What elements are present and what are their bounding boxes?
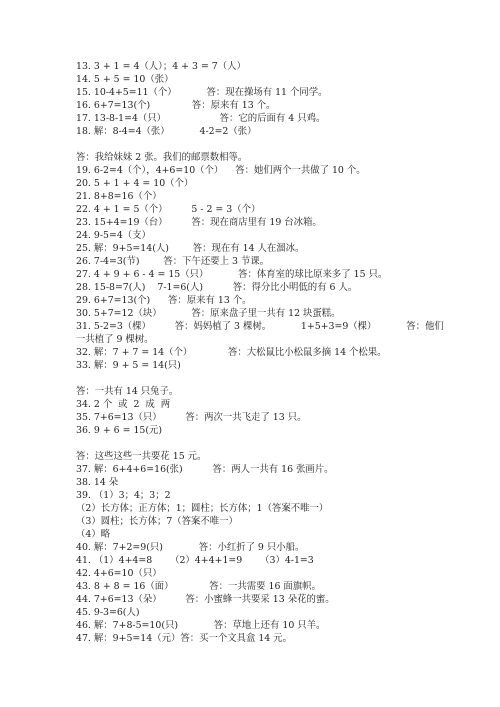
answer-line: 32. 解：7 + 7 = 14（个） 答：大松鼠比小松鼠多摘 14 个松果。 (76, 347, 387, 358)
answer-line: 19. 6-2=4（个），4+6=10（个） 答：她们两个一共做了 10 个。 (76, 165, 366, 176)
answer-line: 47. 解：9+5=14（元）答：买一个文具盒 14 元。 (76, 633, 292, 644)
answer-line: 31. 5-2=3（棵） 答：妈妈植了 3 棵树。 1+5+3=9（棵） 答：他们 (76, 321, 444, 332)
answer-line: 38. 14 朵 (76, 477, 119, 488)
answer-line: 25. 解：9+5=14(人) 答：现在有 14 人在溜冰。 (76, 243, 305, 254)
answer-line: 27. 4 + 9 + 6 - 4 = 15（只） 答：体育室的球比原来多了 15 只。 (76, 269, 388, 280)
answer-line: 29. 6+7=13(个) 答：原来有 13 个。 (76, 295, 252, 306)
answer-line: 37. 解：6+4+6=16(张) 答：两人一共有 16 张画片。 (76, 464, 334, 475)
answer-line: 46. 解：7+8-5=10(只) 答：草地上还有 10 只羊。 (76, 620, 326, 631)
answer-line: 14. 5 + 5 = 10（张） (76, 74, 174, 85)
answer-line: 40. 解：7+2=9(只) 答：小红折了 9 只小船。 (76, 542, 305, 553)
answer-line: 15. 10-4+5=11（个） 答：现在操场有 11 个同学。 (76, 87, 328, 98)
answer-line: 30. 5+7=12（块） 答：原来盘子里一共有 12 块蛋糕。 (76, 308, 341, 319)
answer-line: 36. 9 + 6 = 15(元) (76, 425, 163, 436)
answer-line: 18. 解：8-4=4（张） 4-2=2（张） (76, 126, 257, 137)
answer-line: 43. 8 + 8 = 16（面） 答：一共需要 16 面旗帜。 (76, 581, 321, 592)
answer-line: （4）略 (76, 529, 111, 540)
answer-line: 答：我给妹妹 2 张。我们的邮票数相等。 (76, 152, 248, 163)
answer-line: （2）长方体；正方体；1；圆柱；长方体；1（答案不唯一） (76, 503, 329, 514)
answer-line: 28. 15-8=7(人) 7-1=6(人) 答：得分比小明低的有 6 人。 (76, 282, 358, 293)
answer-line: 答：一共有 14 只兔子。 (76, 386, 179, 397)
answer-line: 17. 13-8-1=4（只） 答：它的后面有 4 只鸡。 (76, 113, 326, 124)
answer-line: 一共植了 9 棵树。 (76, 334, 154, 345)
answer-line: 20. 5 + 1 + 4 = 10（个） (76, 178, 194, 189)
answer-line: 34. 2 个 或 2 成 两 (76, 399, 171, 410)
answer-line: 39. （1）3；4；3；2 (76, 490, 171, 501)
answer-line: 24. 9-5=4（支） (76, 230, 151, 241)
answer-line: 45. 9-3=6(人) (76, 607, 140, 618)
answer-line: 33. 解：9 + 5 = 14(只) (76, 360, 181, 371)
answer-line: 44. 7+6=13（朵） 答：小蜜蜂一共要采 13 朵花的蜜。 (76, 594, 335, 605)
answer-line: 23. 15+4=19（台） 答：现在商店里有 19 台冰箱。 (76, 217, 322, 228)
answer-line: 41. （1）4+4=8 （2）4+4+1=9 （3）4-1=3 (76, 555, 314, 566)
answer-line: 16. 6+7=13(个) 答：原来有 13 个。 (76, 100, 276, 111)
answer-line: （3）圆柱；长方体；7（答案不唯一） (76, 516, 238, 527)
answer-line: 42. 4+6=10（只） (76, 568, 162, 579)
answer-line: 13. 3 + 1 = 4（人）；4 + 3 = 7（人） (76, 61, 246, 72)
answer-line: 答：这些这些一共要花 15 元。 (76, 451, 207, 462)
answer-line: 21. 8+8=16（个） (76, 191, 162, 202)
answer-line: 35. 7+6=13（只） 答：两次一共飞走了 13 只。 (76, 412, 307, 423)
answer-line: 22. 4 + 1 = 5（个） 5 - 2 = 3（个） (76, 204, 261, 215)
answer-line: 26. 7-4=3(节) 答：下午还要上 3 节课。 (76, 256, 270, 267)
